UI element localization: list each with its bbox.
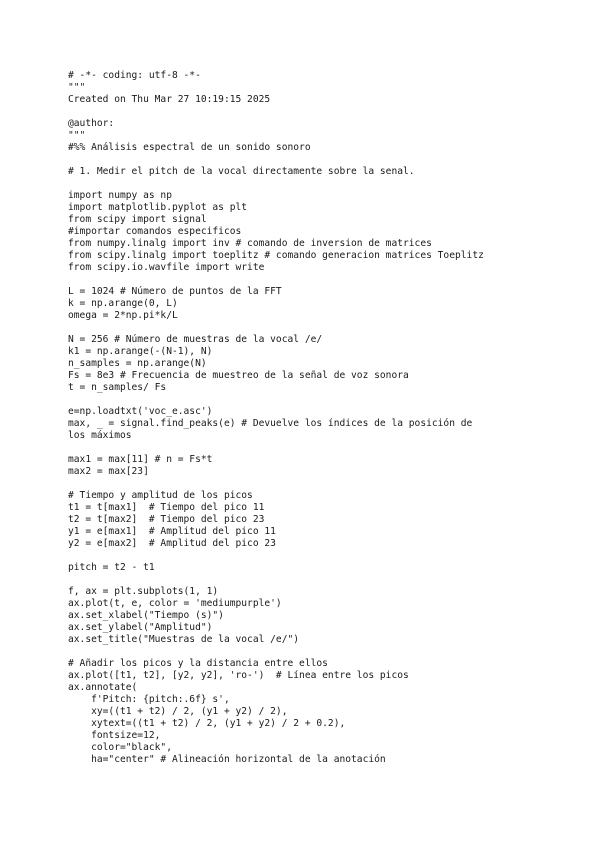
code-line — [68, 178, 568, 190]
code-line: @author: — [68, 118, 115, 129]
code-line: ax.set_title("Muestras de la vocal /e/") — [68, 634, 300, 645]
code-line — [68, 478, 568, 490]
code-line: xy=((t1 + t2) / 2, (y1 + y2) / 2), — [68, 706, 288, 717]
code-line — [68, 322, 568, 334]
code-line — [68, 646, 568, 658]
code-line: Created on Thu Mar 27 10:19:15 2025 — [68, 94, 271, 105]
code-line: k1 = np.arange(-(N-1), N) — [68, 346, 213, 357]
code-line: #importar comandos especificos — [68, 226, 242, 237]
code-line — [68, 274, 568, 286]
code-line: n_samples = np.arange(N) — [68, 358, 207, 369]
code-line: omega = 2*np.pi*k/L — [68, 310, 178, 321]
code-line — [68, 154, 568, 166]
code-listing — [68, 70, 568, 766]
code-line: max, _ = signal.find_peaks(e) # Devuelve los índices de la posición de — [68, 418, 473, 429]
code-line: ax.annotate( — [68, 682, 138, 693]
code-line: t1 = t[max1] # Tiempo del pico 11 — [68, 502, 265, 513]
code-line: pitch = t2 - t1 — [68, 562, 155, 573]
code-line: L = 1024 # Número de puntos de la FFT — [68, 286, 282, 297]
code-line: ax.plot([t1, t2], [y2, y2], 'ro-') # Línea entre los picos — [68, 670, 409, 681]
code-line: from scipy import signal — [68, 214, 207, 225]
code-line: ha="center" # Alineación horizontal de la anotación — [68, 754, 386, 765]
code-line: ax.set_ylabel("Amplitud") — [68, 622, 213, 633]
code-line: max1 = max[11] # n = Fs*t — [68, 454, 213, 465]
code-line: xytext=((t1 + t2) / 2, (y1 + y2) / 2 + 0.2), — [68, 718, 346, 729]
code-line: # 1. Medir el pitch de la vocal directamente sobre la senal. — [68, 166, 415, 177]
code-line — [68, 394, 568, 406]
code-line: import matplotlib.pyplot as plt — [68, 202, 248, 213]
code-line — [68, 442, 568, 454]
code-line: ax.set_xlabel("Tiempo (s)") — [68, 610, 224, 621]
code-line: e=np.loadtxt('voc_e.asc') — [68, 406, 213, 417]
code-line: los máximos — [68, 430, 132, 441]
code-line: N = 256 # Número de muestras de la vocal /e/ — [68, 334, 323, 345]
code-line — [68, 574, 568, 586]
code-line: from numpy.linalg import inv # comando de inversion de matrices — [68, 238, 432, 249]
code-line: #%% Análisis espectral de un sonido sonoro — [68, 142, 311, 153]
code-line: # -*- coding: utf-8 -*- — [68, 70, 201, 81]
code-line — [68, 106, 568, 118]
code-line: """ — [68, 130, 86, 141]
code-line: f'Pitch: {pitch:.6f} s', — [68, 694, 230, 705]
code-line: t = n_samples/ Fs — [68, 382, 167, 393]
code-line: ax.plot(t, e, color = 'mediumpurple') — [68, 598, 282, 609]
code-line: t2 = t[max2] # Tiempo del pico 23 — [68, 514, 265, 525]
code-line: Fs = 8e3 # Frecuencia de muestreo de la señal de voz sonora — [68, 370, 409, 381]
code-line: y2 = e[max2] # Amplitud del pico 23 — [68, 538, 276, 549]
code-line: from scipy.io.wavfile import write — [68, 262, 265, 273]
code-line — [68, 550, 568, 562]
code-line: from scipy.linalg import toeplitz # comando generacion matrices Toeplitz — [68, 250, 484, 261]
code-line: import numpy as np — [68, 190, 172, 201]
code-line: y1 = e[max1] # Amplitud del pico 11 — [68, 526, 276, 537]
code-line: fontsize=12, — [68, 730, 161, 741]
code-line: """ — [68, 82, 86, 93]
code-line: # Tiempo y amplitud de los picos — [68, 490, 253, 501]
code-line: k = np.arange(0, L) — [68, 298, 178, 309]
code-line: max2 = max[23] — [68, 466, 149, 477]
code-line: # Añadir los picos y la distancia entre ellos — [68, 658, 328, 669]
code-line: f, ax = plt.subplots(1, 1) — [68, 586, 219, 597]
code-line: color="black", — [68, 742, 172, 753]
